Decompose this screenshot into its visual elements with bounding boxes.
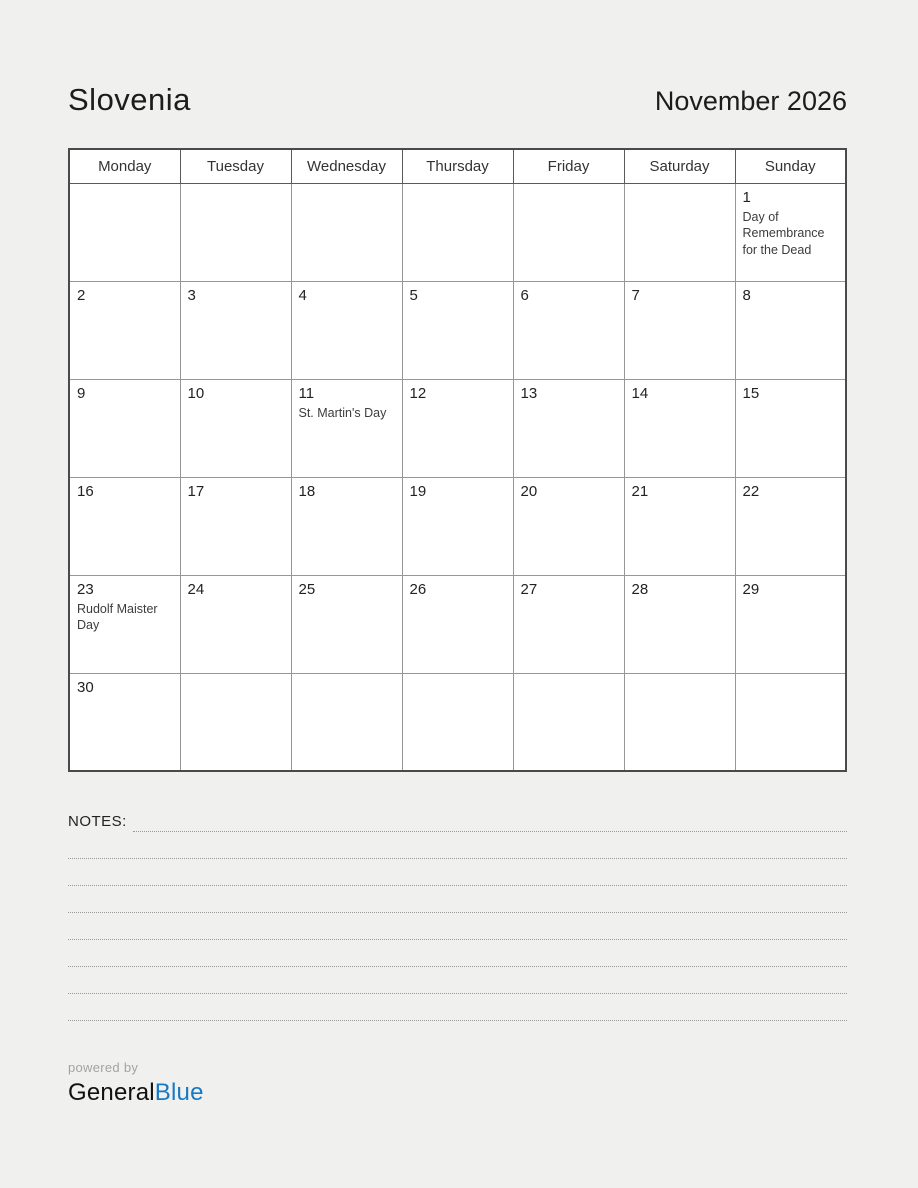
- week-row: [69, 281, 846, 379]
- day-cell: [513, 575, 624, 673]
- day-cell: [624, 673, 735, 771]
- day-cell: [513, 673, 624, 771]
- notes-header-row: [68, 812, 847, 832]
- day-cell: [402, 183, 513, 281]
- day-number: 13: [520, 384, 538, 402]
- day-cell: [69, 673, 180, 771]
- day-number: 29: [742, 580, 760, 598]
- notes-line: [68, 994, 847, 1021]
- day-cell: [735, 379, 846, 477]
- day-number: 25: [298, 580, 316, 598]
- day-number: 3: [187, 286, 196, 304]
- day-number: 17: [187, 482, 205, 500]
- day-cell: [402, 379, 513, 477]
- weekday-header: Tuesday: [180, 149, 291, 183]
- day-cell: [735, 183, 846, 281]
- day-cell: [291, 673, 402, 771]
- brand-blue-text: Blue: [154, 1079, 204, 1106]
- day-number: 5: [409, 286, 418, 304]
- page-header: [68, 82, 847, 118]
- day-number: 2: [77, 286, 86, 304]
- day-number: 16: [77, 482, 94, 500]
- month-title: November 2026: [654, 86, 847, 116]
- day-cell: [513, 379, 624, 477]
- day-cell: [624, 379, 735, 477]
- weekday-header: Sunday: [735, 149, 846, 183]
- day-cell: [624, 477, 735, 575]
- day-number: 21: [631, 482, 649, 500]
- day-number: 1: [742, 188, 751, 206]
- day-cell: [402, 575, 513, 673]
- holiday-label: Rudolf Maister Day: [77, 602, 158, 633]
- weekday-header: Wednesday: [291, 149, 402, 183]
- weekday-header-row: [69, 149, 846, 183]
- day-number: 30: [77, 678, 94, 696]
- notes-line: [68, 940, 847, 967]
- notes-line: [68, 832, 847, 859]
- day-cell: [291, 379, 402, 477]
- day-cell: [735, 673, 846, 771]
- day-cell: [402, 673, 513, 771]
- day-cell: [291, 575, 402, 673]
- day-cell: [402, 281, 513, 379]
- holiday-label: Day of Remembrance for the Dead: [742, 210, 825, 257]
- notes-line: [68, 967, 847, 994]
- week-row: [69, 673, 846, 771]
- calendar-table: [68, 148, 847, 772]
- day-number: 12: [409, 384, 427, 402]
- weekday-header: Saturday: [624, 149, 735, 183]
- day-cell: [735, 477, 846, 575]
- day-number: 14: [631, 384, 649, 402]
- day-cell: [735, 281, 846, 379]
- country-title: Slovenia: [68, 82, 191, 117]
- day-number: 26: [409, 580, 427, 598]
- day-cell: [180, 281, 291, 379]
- notes-lines: [68, 832, 847, 1021]
- weekday-header: Monday: [69, 149, 180, 183]
- week-row: [69, 477, 846, 575]
- day-cell: [180, 379, 291, 477]
- notes-line: [68, 886, 847, 913]
- day-number: 20: [520, 482, 538, 500]
- day-cell: [291, 281, 402, 379]
- day-cell: [180, 477, 291, 575]
- day-cell: [513, 183, 624, 281]
- week-row: [69, 183, 846, 281]
- day-number: 10: [187, 384, 205, 402]
- day-cell: [180, 673, 291, 771]
- brand-general-text: General: [68, 1079, 155, 1106]
- day-cell: [291, 477, 402, 575]
- day-cell: [69, 183, 180, 281]
- day-cell: [180, 575, 291, 673]
- day-number: 9: [77, 384, 86, 402]
- notes-section: [68, 812, 847, 1021]
- day-number: 19: [409, 482, 427, 500]
- day-number: 22: [742, 482, 760, 500]
- day-cell: [624, 281, 735, 379]
- day-number: 8: [742, 286, 751, 304]
- notes-line: [133, 812, 847, 832]
- day-number: 27: [520, 580, 538, 598]
- day-cell: [624, 575, 735, 673]
- general-blue-logo: [68, 1079, 204, 1107]
- day-number: 7: [631, 286, 640, 304]
- day-number: 24: [187, 580, 205, 598]
- page-footer: [68, 1060, 204, 1107]
- day-cell: [291, 183, 402, 281]
- day-number: 11: [298, 384, 315, 402]
- calendar-body: [69, 183, 846, 771]
- day-cell: [624, 183, 735, 281]
- weekday-header: Thursday: [402, 149, 513, 183]
- weekday-header: Friday: [513, 149, 624, 183]
- day-number: 6: [520, 286, 529, 304]
- day-cell: [513, 281, 624, 379]
- day-cell: [69, 477, 180, 575]
- day-number: 28: [631, 580, 649, 598]
- day-cell: [69, 281, 180, 379]
- day-cell: [513, 477, 624, 575]
- notes-line: [68, 859, 847, 886]
- day-cell: [180, 183, 291, 281]
- day-number: 18: [298, 482, 316, 500]
- powered-by-text: powered by: [68, 1060, 139, 1075]
- day-cell: [402, 477, 513, 575]
- holiday-label: St. Martin's Day: [298, 406, 387, 420]
- day-cell: [735, 575, 846, 673]
- day-number: 23: [77, 580, 94, 598]
- notes-label: NOTES:: [68, 813, 127, 830]
- day-number: 4: [298, 286, 307, 304]
- week-row: [69, 379, 846, 477]
- day-number: 15: [742, 384, 760, 402]
- notes-line: [68, 913, 847, 940]
- week-row: [69, 575, 846, 673]
- day-cell: [69, 379, 180, 477]
- day-cell: [69, 575, 180, 673]
